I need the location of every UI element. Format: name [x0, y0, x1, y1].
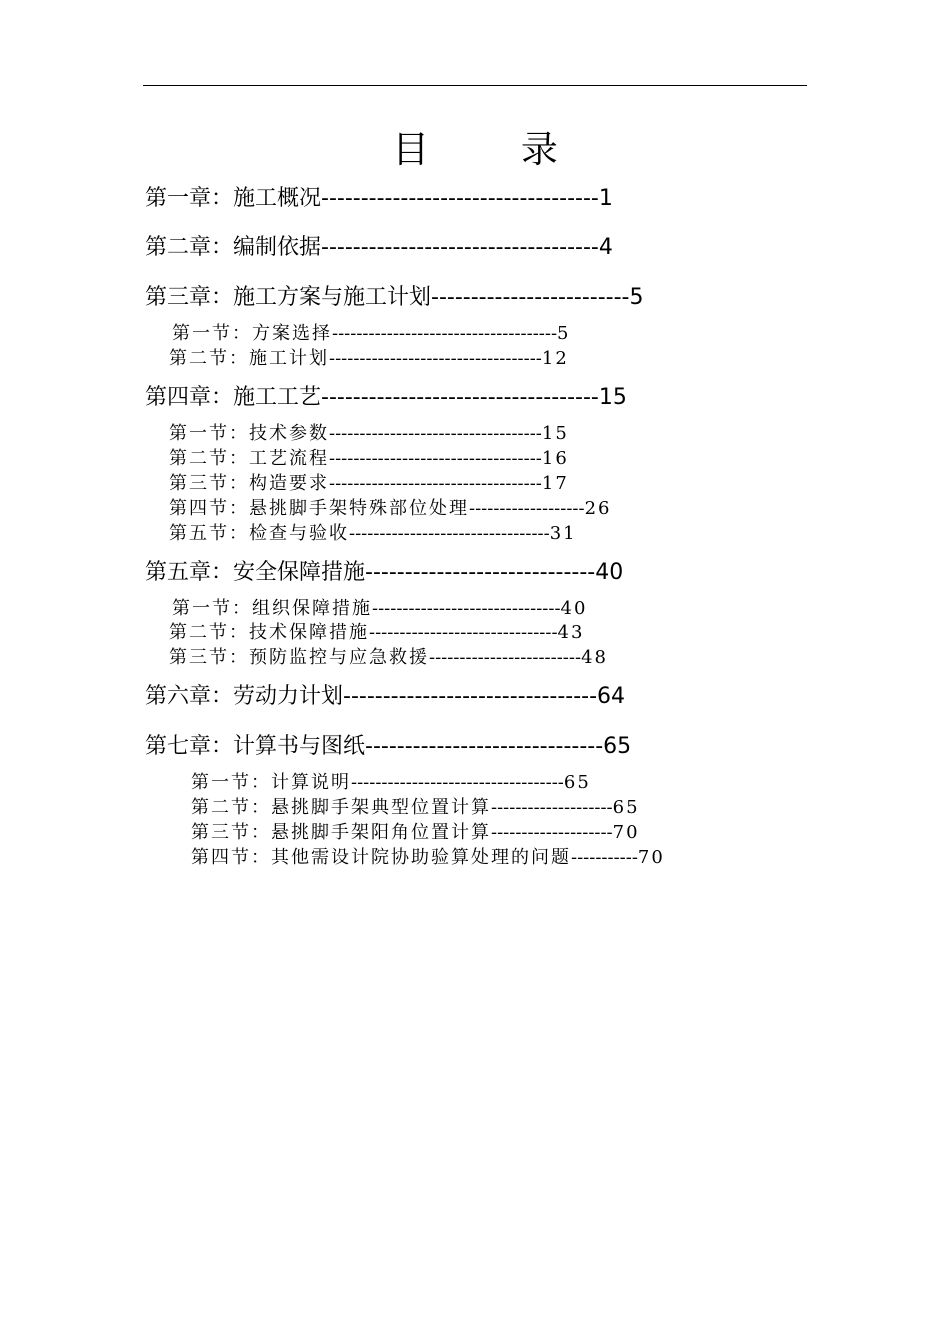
- toc-leader: -----------------------------------: [321, 186, 599, 211]
- toc-page-number: 64: [597, 684, 626, 709]
- toc-label: 第四节：其他需设计院协助验算处理的问题: [191, 847, 571, 868]
- toc-entry-section-7-2[interactable]: [191, 796, 640, 820]
- toc-label: 第三节：构造要求: [169, 473, 329, 494]
- toc-entry-chapter-1[interactable]: [145, 184, 613, 214]
- toc-entry-section-4-4[interactable]: [169, 497, 611, 521]
- toc-page-number: 4: [598, 235, 613, 260]
- toc-page-number: 65: [603, 734, 632, 759]
- toc-entry-section-7-4[interactable]: [191, 846, 665, 870]
- toc-page-number: 48: [581, 647, 608, 668]
- toc-leader: --------------------------------: [343, 684, 598, 709]
- toc-label: 第四章：施工工艺: [145, 385, 322, 410]
- toc-label: 第七章：计算书与图纸: [145, 734, 366, 759]
- toc-leader: -------------------: [469, 498, 585, 519]
- toc-entry-section-5-3[interactable]: [169, 646, 608, 670]
- toc-label: 第三节：预防监控与应急救援: [169, 647, 429, 668]
- toc-label: 第四节：悬挑脚手架特殊部位处理: [169, 498, 469, 519]
- toc-page-number: 15: [541, 423, 569, 444]
- toc-page-number: 70: [637, 847, 665, 868]
- toc-leader: -----------: [571, 847, 638, 868]
- toc-label: 第二章：编制依据: [145, 235, 322, 260]
- toc-leader: ---------------------------------: [349, 523, 550, 544]
- toc-page-number: 5: [557, 323, 571, 344]
- toc-entry-chapter-3[interactable]: [145, 283, 643, 313]
- toc-label: 第一节：计算说明: [191, 772, 351, 793]
- toc-page-number: 65: [563, 772, 591, 793]
- toc-entry-section-4-1[interactable]: [169, 422, 569, 446]
- header-rule: [143, 85, 807, 86]
- toc-entry-section-4-5[interactable]: [169, 522, 577, 546]
- toc-page-number: 31: [549, 523, 577, 544]
- toc-leader: -----------------------------------: [329, 448, 542, 469]
- toc-entry-chapter-6[interactable]: [145, 682, 625, 712]
- toc-page-number: 26: [584, 498, 612, 519]
- toc-leader: -----------------------------: [365, 560, 596, 585]
- toc-leader: -----------------------------------: [329, 423, 542, 444]
- toc-label: 第一章：施工概况: [145, 186, 322, 211]
- toc-page-number: 40: [560, 598, 588, 619]
- toc-label: 第二节：工艺流程: [169, 448, 329, 469]
- toc-page-number: 5: [629, 285, 644, 310]
- toc-page-number: 17: [541, 473, 569, 494]
- toc-entry-section-7-3[interactable]: [191, 821, 640, 845]
- toc-entry-chapter-7[interactable]: [145, 732, 631, 762]
- toc-page-number: 65: [612, 797, 640, 818]
- toc-leader: -----------------------------------: [321, 385, 599, 410]
- toc-page-number: 70: [612, 822, 640, 843]
- toc-leader: -----------------------------------: [321, 235, 599, 260]
- toc-page-number: 1: [598, 186, 613, 211]
- toc-entry-section-7-1[interactable]: [191, 771, 591, 795]
- toc-leader: -------------------------------: [372, 598, 561, 619]
- toc-entry-section-5-2[interactable]: [169, 621, 584, 645]
- toc-label: 第二节：施工计划: [169, 348, 329, 369]
- toc-leader: --------------------: [491, 822, 613, 843]
- toc-leader: -----------------------------------: [329, 348, 542, 369]
- toc-leader: -------------------------: [429, 647, 582, 668]
- toc-label: 第二节：技术保障措施: [169, 622, 369, 643]
- toc-leader: -----------------------------------: [329, 473, 542, 494]
- toc-page-number: 40: [595, 560, 624, 585]
- toc-page-number: 15: [598, 385, 627, 410]
- toc-label: 第一节：方案选择: [172, 323, 332, 344]
- toc-leader: ------------------------------: [365, 734, 604, 759]
- toc-entry-section-5-1[interactable]: [172, 597, 587, 621]
- toc-label: 第二节：悬挑脚手架典型位置计算: [191, 797, 491, 818]
- toc-entry-chapter-5[interactable]: [145, 558, 623, 588]
- toc-leader: -------------------------------------: [332, 323, 558, 344]
- toc-entry-chapter-4[interactable]: [145, 383, 627, 413]
- toc-label: 第一节：组织保障措施: [172, 598, 372, 619]
- toc-leader: -------------------------: [431, 285, 630, 310]
- page-title: 目 录: [392, 128, 598, 171]
- toc-page-number: 16: [541, 448, 569, 469]
- toc-entry-section-3-2[interactable]: [169, 347, 569, 371]
- toc-leader: -------------------------------: [369, 622, 558, 643]
- toc-label: 第一节：技术参数: [169, 423, 329, 444]
- toc-label: 第五章：安全保障措施: [145, 560, 366, 585]
- toc-label: 第六章：劳动力计划: [145, 684, 344, 709]
- toc-entry-section-3-1[interactable]: [172, 322, 571, 346]
- toc-label: 第三章：施工方案与施工计划: [145, 285, 432, 310]
- toc-page-number: 43: [557, 622, 585, 643]
- toc-entry-section-4-2[interactable]: [169, 447, 569, 471]
- toc-leader: -----------------------------------: [351, 772, 564, 793]
- toc-label: 第五节：检查与验收: [169, 523, 349, 544]
- toc-page-number: 12: [541, 348, 569, 369]
- toc-entry-chapter-2[interactable]: [145, 233, 613, 263]
- toc-leader: --------------------: [491, 797, 613, 818]
- toc-label: 第三节：悬挑脚手架阳角位置计算: [191, 822, 491, 843]
- toc-entry-section-4-3[interactable]: [169, 472, 569, 496]
